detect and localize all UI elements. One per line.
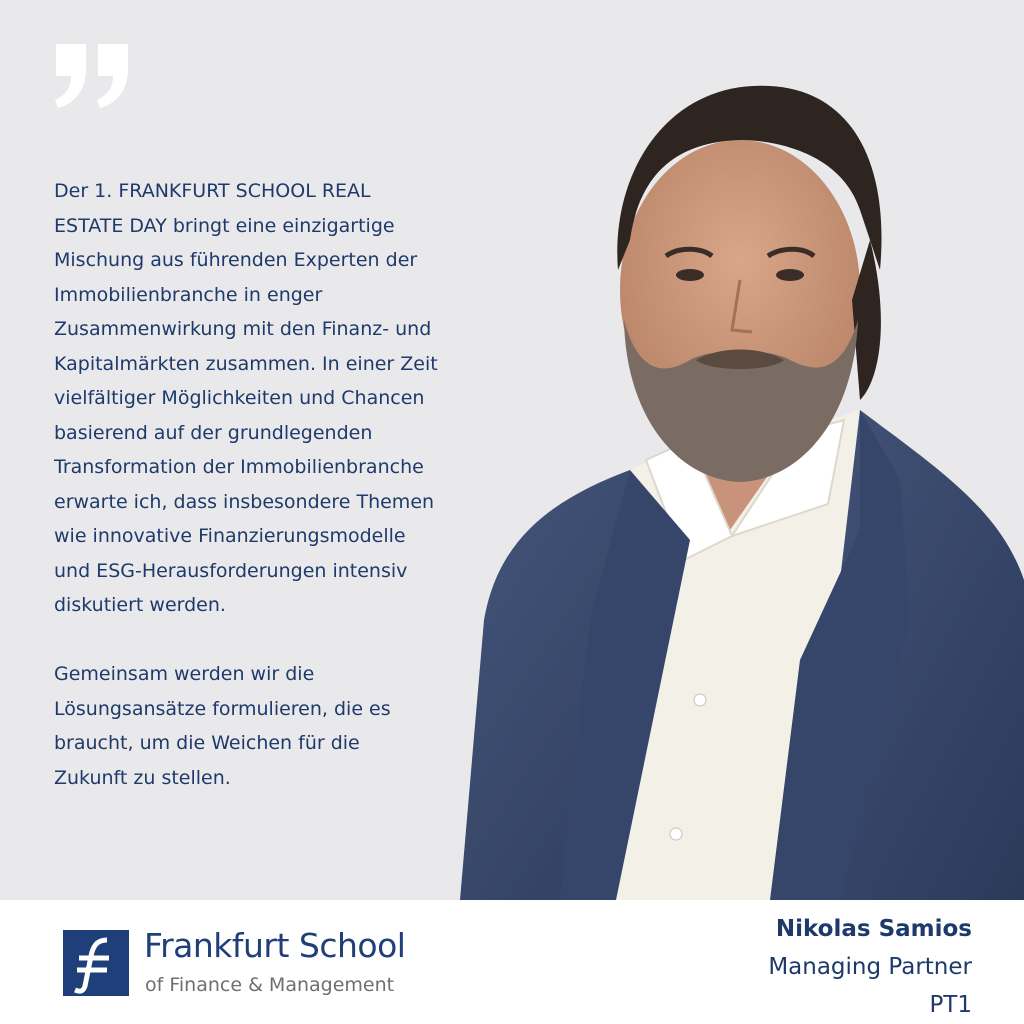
speaker-company: PT1 xyxy=(929,992,972,1018)
quote-line: Gemeinsam werden wir die xyxy=(54,663,315,685)
quote-line: Lösungsansätze formulieren, die es xyxy=(54,697,391,720)
quote-line: Zusammenwirkung mit den Finanz- und xyxy=(54,318,432,340)
quote-line: erwarte ich, dass insbesondere Themen xyxy=(54,490,435,513)
quote-line: Der 1. FRANKFURT SCHOOL REAL xyxy=(54,180,371,202)
quote-line: ESTATE DAY bringt eine einzigartige xyxy=(54,214,395,237)
quotation-mark-icon xyxy=(52,40,134,110)
footer xyxy=(0,900,1024,1024)
speaker-name: Nikolas Samios xyxy=(775,916,972,942)
quote-line: Zukunft zu stellen. xyxy=(54,766,231,789)
quote-paragraph-1 xyxy=(54,174,494,623)
quote-text xyxy=(54,174,494,795)
speaker-portrait xyxy=(440,60,1024,900)
quote-line: Transformation der Immobilienbranche xyxy=(54,456,424,478)
quote-paragraph-2 xyxy=(54,657,494,795)
quote-line: Immobilienbranche in enger xyxy=(54,283,323,306)
speaker-role: Managing Partner xyxy=(768,954,972,980)
brand-name: Frankfurt School xyxy=(144,926,406,965)
brand-subtitle: of Finance & Management xyxy=(145,974,395,996)
quote-line: Kapitalmärkten zusammen. In einer Zeit xyxy=(54,352,438,375)
quote-line: Mischung aus führenden Experten der xyxy=(54,249,418,271)
quote-line: braucht, um die Weichen für die xyxy=(54,732,360,754)
quote-line: diskutiert werden. xyxy=(54,594,226,616)
quote-line: basierend auf der grundlegenden xyxy=(54,421,373,444)
speaker-info xyxy=(768,910,972,1024)
quote-line: wie innovative Finanzierungsmodelle xyxy=(54,525,406,547)
quote-line: und ESG-Herausforderungen intensiv xyxy=(54,559,408,582)
quote-line: vielfältiger Möglichkeiten und Chancen xyxy=(54,387,425,409)
frankfurt-school-logo-icon xyxy=(63,930,129,996)
